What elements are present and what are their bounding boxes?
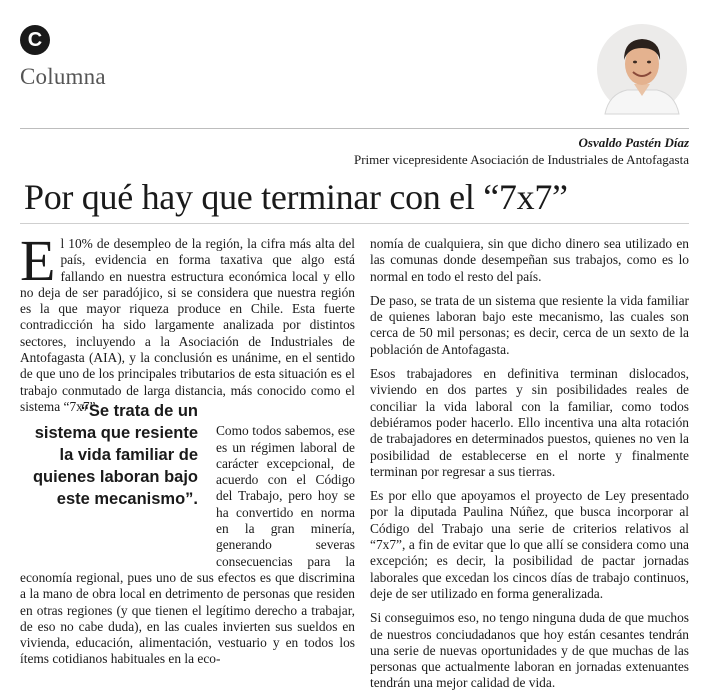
paragraph-2-continued: nomía de cualquiera, sin que dicho dinero sea utilizado en las comunas donde desempeñan sus trabajos, como es lo normal en todo el resto del país. — [370, 236, 689, 284]
pull-quote: “Se trata de un sistema que resiente la vida familiar de quienes laboran bajo este mecanismo”. — [32, 402, 198, 508]
column-badge: C — [20, 25, 50, 55]
paragraph-5: Es por ello que apoyamos el proyecto de Ley presentado por la diputada Paulina Núñez, que busca incorporar al Código del Trabajo una serie de criterios relativos al “7x7”, a fin de evitar que lo que allí se considera como una excepción; es decir, la posibilidad de pactar jornadas laborales que excedan los cincos días de trabajo continuos, deje de ser utilizado en forma generalizada. — [370, 488, 689, 601]
author-photo — [597, 24, 687, 114]
section-label: Columna — [20, 64, 106, 89]
paragraph-3: De paso, se trata de un sistema que resiente la vida familiar de quienes laboran bajo este mecanismo, las cuales son cerca de 50 mil personas; es decir, cerca de un sexto de la población de Antofagasta. — [370, 292, 689, 357]
paragraph-2: Como todos sabemos, ese es un régimen laboral de carácter excepcional, de acuerdo con el Código del Trabajo, pero hoy se ha convertido en norma en la gran minería, generando severas consecuencias para la economía regional, pues uno de sus efectos es que discrimina a la mano de obra local en detrimento de personas que residen en otras regiones (y que tienen el legítimo derecho a trabajar, de eso no cabe duda), en las cuales invierten sus sueldos en vivienda, educación, alimentación, vestuario y en todos los ítems cotidianos habituales en la eco- — [20, 423, 355, 667]
paragraph-6: Si conseguimos eso, no tengo ninguna duda de que muchos de nuestros conciudadanos que hoy están cesantes tendrán una serie de nuevas oportunidades y de que muchas de las personas que actualmente laboran en jornadas extenuantes tendrán una mejor calidad de vida. — [370, 610, 689, 691]
header-divider — [20, 128, 689, 129]
headline-divider — [20, 223, 689, 224]
paragraph-4: Esos trabajadores en definitiva terminan dislocados, viviendo en dos partes y sin posibilidades reales de conciliar la vida laboral con la familiar, como todos debiéramos poder hacerlo. Ello incentiva una alta rotación de trabajadores en determinados puestos, quienes no ven la posibilidad de establecerse en el norte y finalmente terminan por regresar a sus tierras. — [370, 366, 689, 479]
author-role: Primer vicepresidente Asociación de Industriales de Antofagasta — [353, 152, 689, 167]
headline: Por qué hay que terminar con el “7x7” — [24, 177, 568, 217]
author-name: Osvaldo Pastén Díaz — [578, 135, 689, 150]
article-column-2 — [370, 236, 689, 692]
paragraph-1-part-1: l 10% de desempleo de la región, la cifra más alta del país, evidencia en forma taxativa que algo está fallando en nuestra estructura económica local y ello no deja de ser paradójico, si se considera que nuestra región es la que mayor riqueza produce en Chile. Esta fuerte contradicción ha sido largamente analizada por distintos sectores, incluyendo a la Asociación de Industriales de Antofagasta (AIA), y la conclusión es unánime, en el sentido de que uno de los principales tributarios de esta situación es el trabajo conmutado de larga distancia, más conocido como el sistema “7x7”. — [20, 236, 355, 414]
drop-cap: E — [20, 228, 56, 293]
